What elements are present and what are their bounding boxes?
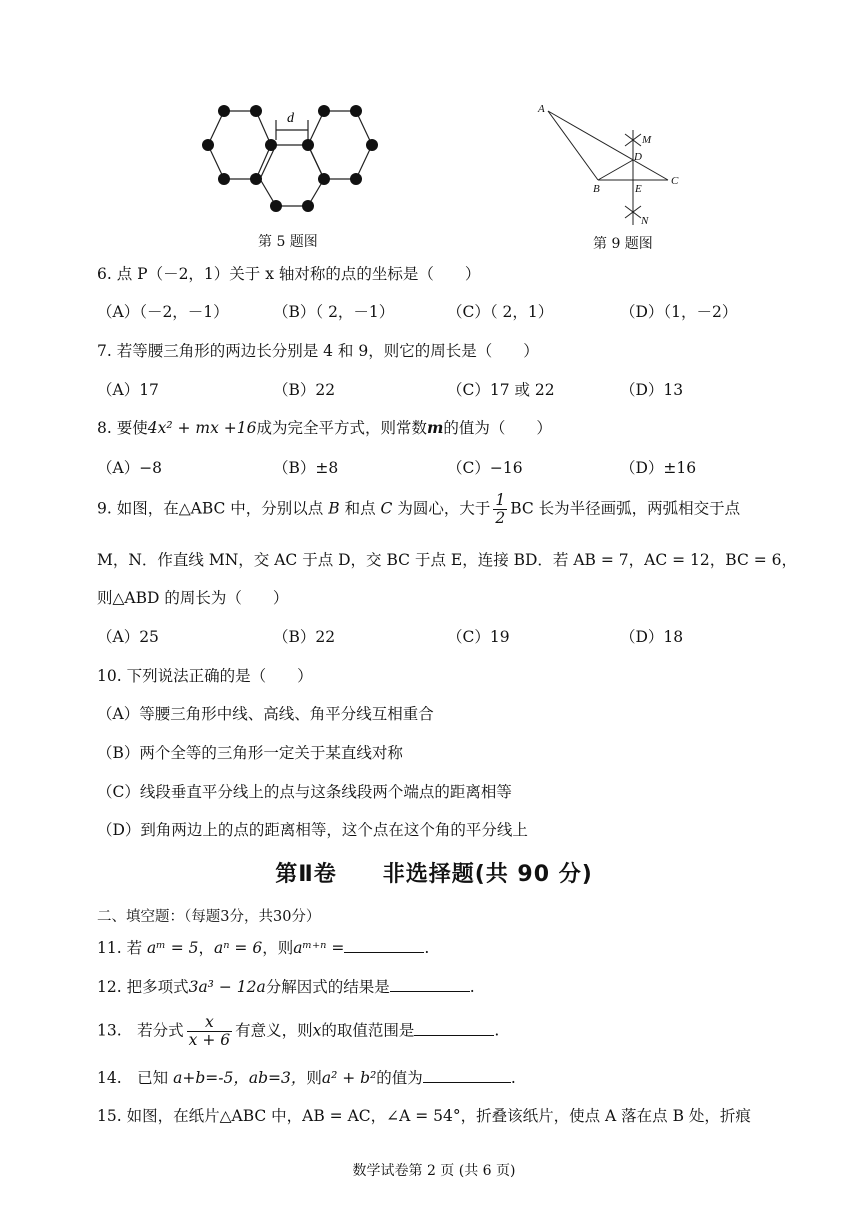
q6-option-c: （C）（ 2，1） xyxy=(447,303,554,321)
q12: 12. 把多项式3a³ − 12a分解因式的结果是 . xyxy=(97,975,475,997)
svg-text:E: E xyxy=(635,183,642,195)
q7-option-c: （C）17 或 22 xyxy=(447,381,555,399)
q11-answer-blank xyxy=(344,936,424,953)
q12-answer-blank xyxy=(390,975,470,992)
q8-expression: 4x² + mx +16 xyxy=(147,419,257,437)
figure-9-caption: 第 9 题图 xyxy=(593,236,653,252)
q11: 11. 若 aᵐ = 5，aⁿ = 6，则aᵐ⁺ⁿ = . xyxy=(97,936,429,958)
q9-line1: 9. 如图，在△ABC 中，分别以点 B 和点 C 为圆心，大于 $\frac{1}{2}$ BC 长为半径画弧，两弧相交于点 xyxy=(97,491,741,527)
q14: 14. 已知 a+b=-5，ab=3，则a² + b²的值为 . xyxy=(97,1066,516,1088)
svg-text:A: A xyxy=(538,103,545,115)
q7-option-b: （B）22 xyxy=(273,381,336,399)
q6-option-b: （B）（ 2，－1） xyxy=(273,303,395,321)
q7-stem: 7. 若等腰三角形的两边长分别是 4 和 9，则它的周长是（ ） xyxy=(97,342,539,360)
q9-fraction: $\frac{1}{2}$ xyxy=(495,491,506,527)
q13-fraction: $\frac{x}{x + 6}$ xyxy=(188,1013,231,1049)
q8-option-a: （A）−8 xyxy=(97,459,163,477)
q6-option-a: （A）（－2，－1） xyxy=(97,303,229,321)
q6-option-d: （D）（1，－2） xyxy=(620,303,738,321)
svg-text:M: M xyxy=(642,134,652,146)
q9-line3: 则△ABD 的周长为（ ） xyxy=(97,589,289,607)
q10-option-d: （D）到角两边上的点的距离相等，这个点在这个角的平分线上 xyxy=(97,821,528,839)
q14-answer-blank xyxy=(423,1066,511,1083)
q9-option-a: （A）25 xyxy=(97,628,159,646)
q7-option-d: （D）13 xyxy=(620,381,684,399)
q9-line2: M，N．作直线 MN，交 AC 于点 D，交 BC 于点 E，连接 BD．若 AB = 7，AC = 12，BC = 6， xyxy=(97,551,798,569)
q6-stem: 6. 点 P（－2，1）关于 x 轴对称的点的坐标是（ ） xyxy=(97,265,481,283)
svg-text:N: N xyxy=(641,215,649,227)
q9-option-c: （C）19 xyxy=(447,628,510,646)
fill-in-header: 二、填空题：（每题3分，共30分） xyxy=(97,909,321,925)
q13: 13. 若分式 $\frac{x}{x + 6}$ 有意义，则x的取值范围是 . xyxy=(97,1013,500,1049)
label-d: d xyxy=(287,111,294,126)
q8-option-c: （C）−16 xyxy=(447,459,523,477)
q10-option-a: （A）等腰三角形中线、高线、角平分线互相重合 xyxy=(97,705,434,723)
figure-5-caption: 第 5 题图 xyxy=(258,234,318,250)
q10-stem: 10. 下列说法正确的是（ ） xyxy=(97,667,313,685)
q8-option-b: （B）±8 xyxy=(273,459,339,477)
page-footer: 数学试卷第 2 页 (共 6 页) xyxy=(352,1163,516,1179)
svg-text:C: C xyxy=(671,175,679,187)
q15: 15. 如图，在纸片△ABC 中，AB = AC，∠A = 54°，折叠该纸片，使点 A 落在点 B 处，折痕 xyxy=(97,1107,751,1125)
q10-option-b: （B）两个全等的三角形一定关于某直线对称 xyxy=(97,744,403,762)
q8-stem: 8. 要使4x² + mx +16成为完全平方式，则常数m的值为（ ） xyxy=(97,418,552,437)
q10-option-c: （C）线段垂直平分线上的点与这条线段两个端点的距离相等 xyxy=(97,783,512,801)
q9-option-d: （D）18 xyxy=(620,628,684,646)
figure-9-triangle xyxy=(535,100,685,230)
q13-answer-blank xyxy=(414,1019,494,1036)
q8-option-d: （D）±16 xyxy=(620,459,697,477)
svg-text:D: D xyxy=(634,151,642,163)
figure-5-hexagons xyxy=(195,100,395,220)
q7-option-a: （A）17 xyxy=(97,381,159,399)
svg-text:B: B xyxy=(593,183,600,195)
q9-option-b: （B）22 xyxy=(273,628,336,646)
section-title: 第Ⅱ卷 非选择题(共 90 分) xyxy=(275,862,593,887)
